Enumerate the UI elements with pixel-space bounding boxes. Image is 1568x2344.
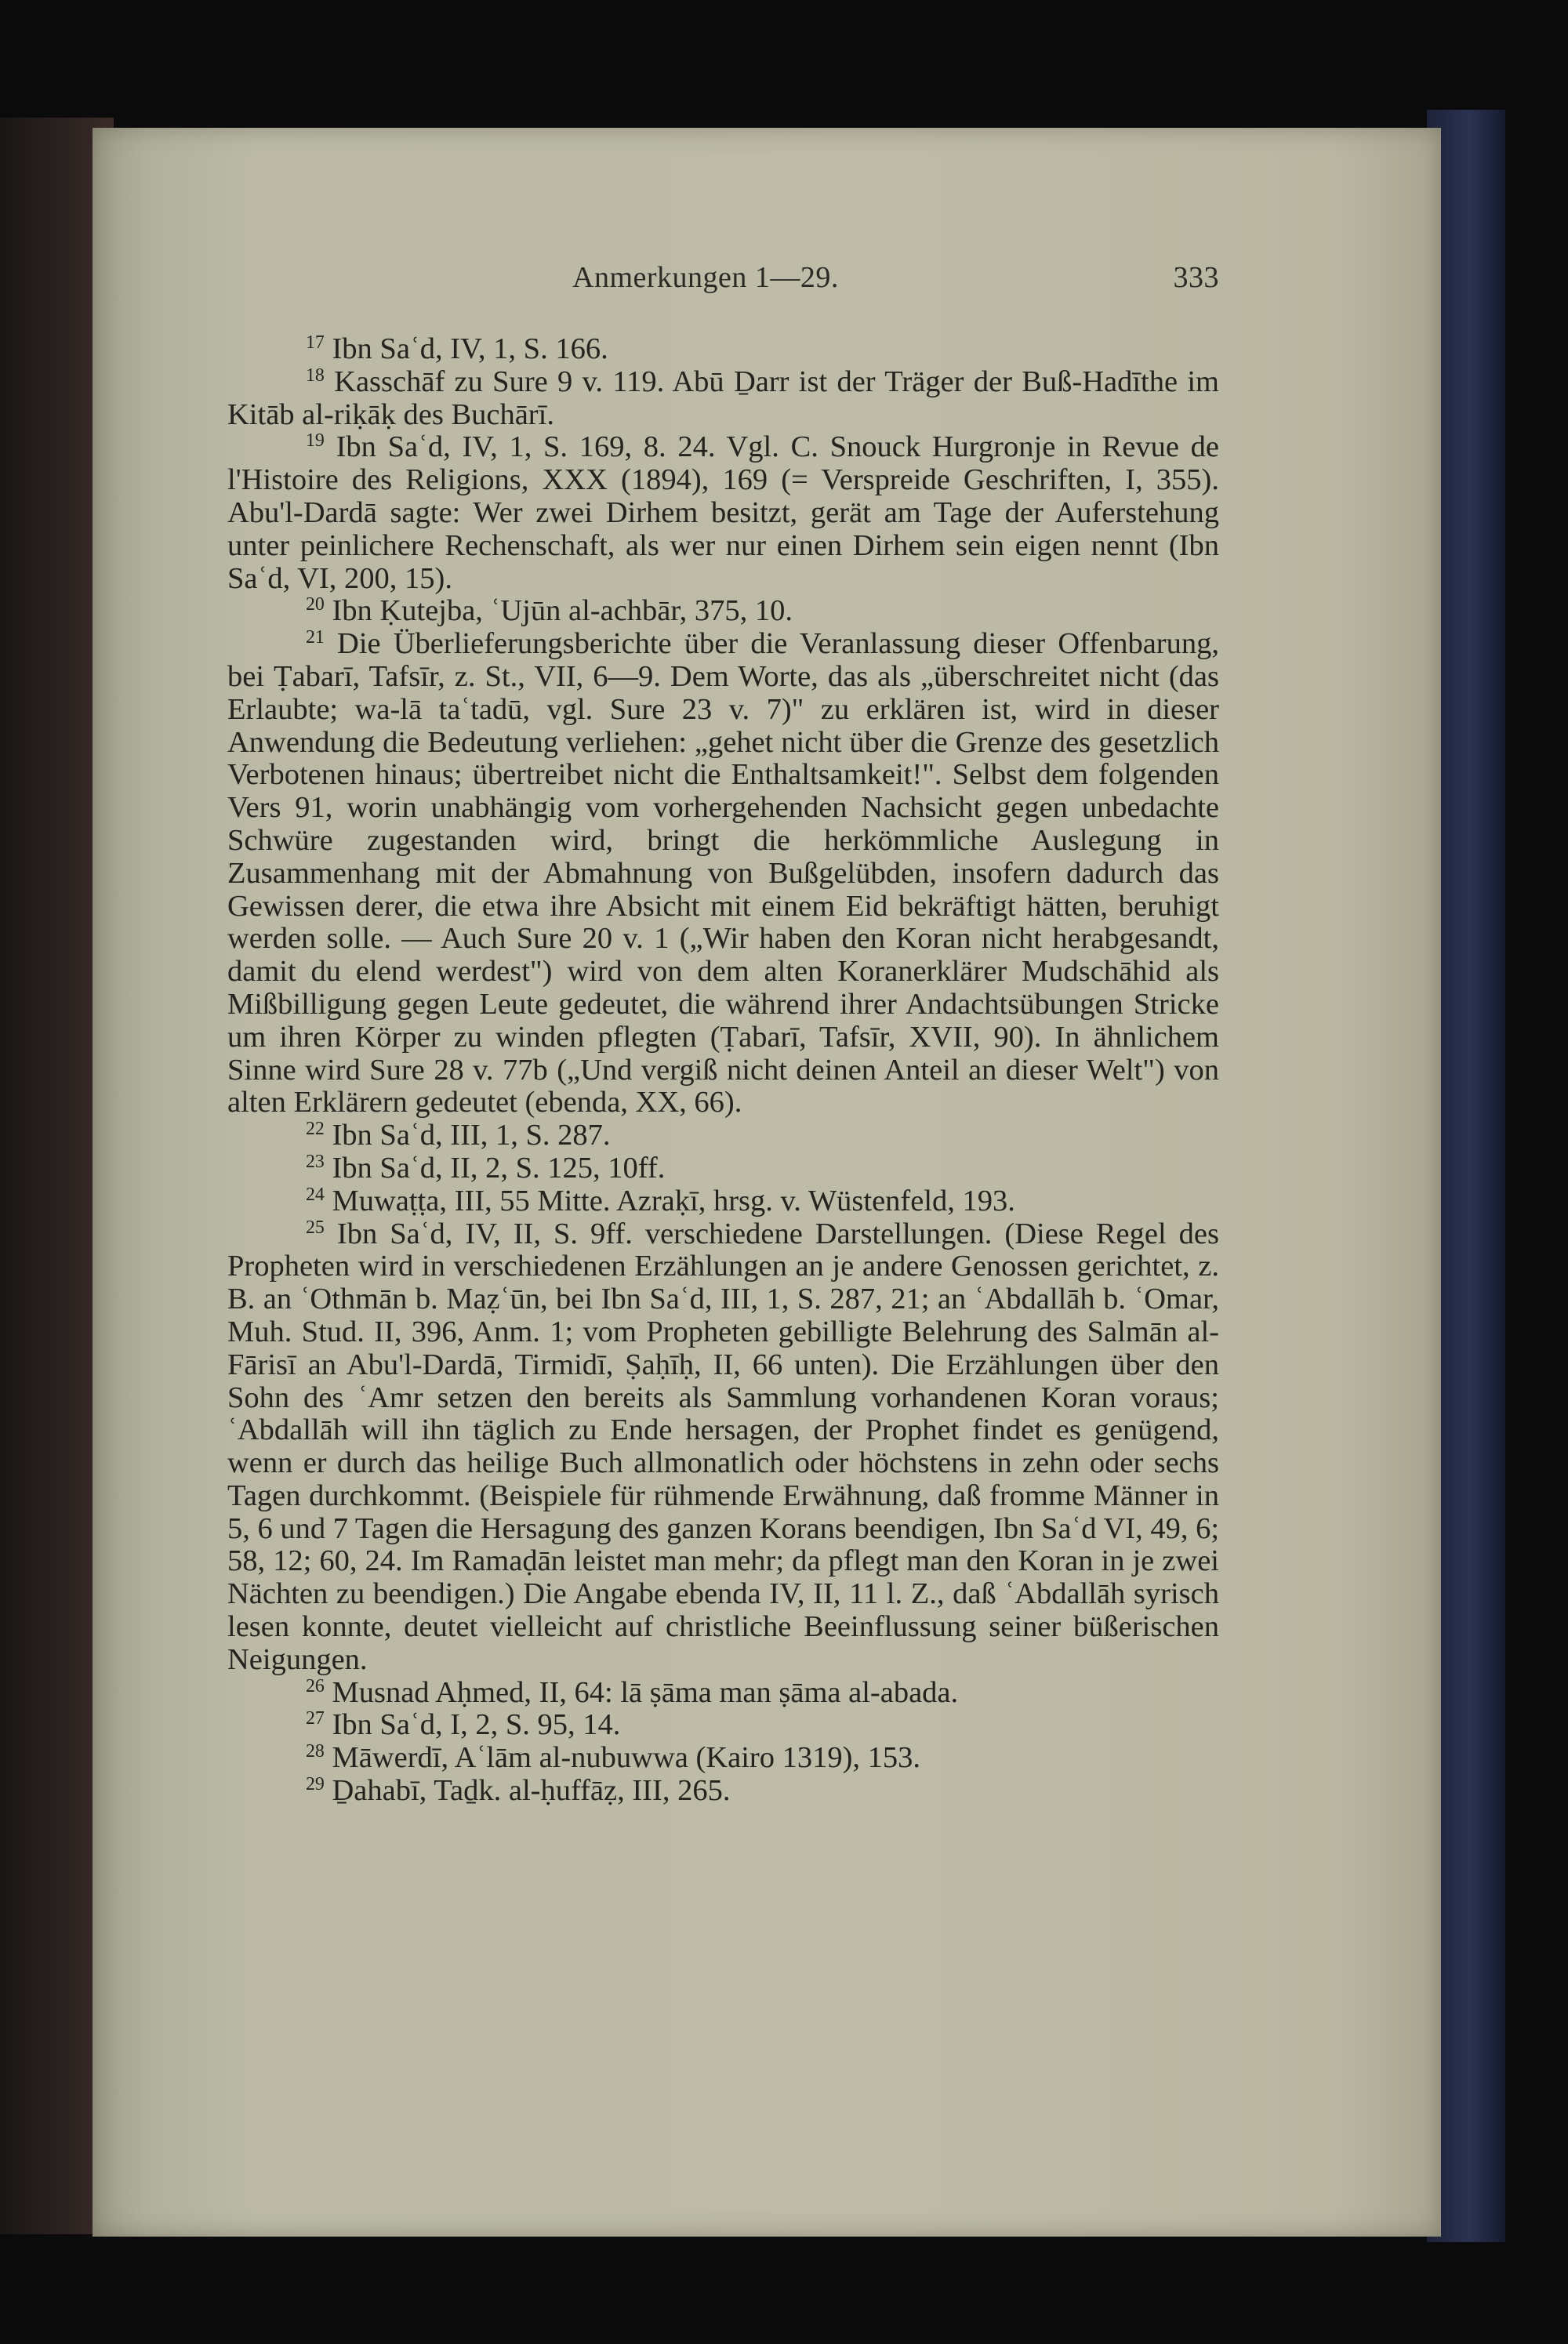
note-number: 28 (306, 1741, 325, 1762)
note-number: 27 (306, 1708, 325, 1729)
note-19 (227, 431, 1219, 595)
note-number: 20 (306, 594, 325, 615)
running-title: Anmerkungen 1—29. (572, 261, 839, 294)
note-text: Musnad Aḥmed, II, 64: lā ṣāma man ṣāma al-abada. (332, 1675, 959, 1709)
note-number: 25 (306, 1217, 325, 1238)
note-text: Ibn Saʿd, IV, II, S. 9ff. verschiedene Darstellungen. (Diese Regel des Propheten wird in verschiedenen Erzählungen an je andere Genossen gerichtet, z. B. an ʿOthmān b. Maẓʿūn, bei Ibn Saʿd, III, 1, S. 287, 21; an ʿAbdallāh b. ʿOmar, Muh. Stud. II, 396, Anm. 1; vom Propheten gebilligte Belehrung des Salmān al-Fārisī an Abu'l-Dardā, Tirmidī, Ṣaḥīḥ, II, 66 unten). Die Erzählungen über den Sohn des ʿAmr setzen den bereits als Sammlung vorhandenen Koran voraus; ʿAbdallāh will ihn täglich zu Ende hersagen, der Prophet findet es genügend, wenn er durch das heilige Buch allmonatlich oder höchstens in zehn oder sechs Tagen durchkommt. (Beispiele für rühmende Erwähnung, daß fromme Männer in 5, 6 und 7 Tagen die Hersagung des ganzen Korans beendigen, Ibn Saʿd VI, 49, 6; 58, 12; 60, 24. Im Ramaḍān leistet man mehr; da pflegt man den Koran in je zwei Nächten zu beendigen.) Die Angabe ebenda IV, II, 11 l. Z., daß ʿAbdallāh syrisch lesen konnte, deutet vielleicht auf christliche Beeinflussung seiner büßerischen Neigungen. (227, 1217, 1220, 1676)
note-number: 17 (306, 332, 325, 353)
note-text: Ibn Ḳutejba, ʿUjūn al-achbār, 375, 10. (332, 594, 793, 628)
note-number: 24 (306, 1184, 325, 1205)
note-number: 29 (306, 1773, 325, 1794)
note-number: 21 (306, 627, 325, 648)
note-number: 19 (306, 430, 325, 452)
note-number: 23 (306, 1151, 325, 1172)
note-text: Muwaṭṭa, III, 55 Mitte. Azraḳī, hrsg. v. Wüstenfeld, 193. (332, 1184, 1015, 1217)
note-18 (227, 366, 1219, 432)
endnotes (227, 333, 1219, 1808)
note-text: Kasschāf zu Sure 9 v. 119. Abū Ḏarr ist der Träger der Buß-Hadīthe im Kitāb al-riḳāḳ des Buchārī. (227, 365, 1219, 431)
note-text: Ibn Saʿd, IV, 1, S. 166. (332, 332, 608, 365)
running-header (572, 260, 1219, 295)
note-text: Ibn Saʿd, II, 2, S. 125, 10ff. (332, 1151, 666, 1185)
note-23 (227, 1152, 1219, 1185)
note-17 (227, 333, 1219, 366)
note-text: Ibn Saʿd, I, 2, S. 95, 14. (332, 1708, 621, 1742)
note-21 (227, 628, 1219, 1119)
note-26 (227, 1677, 1219, 1710)
note-text: Ḏahabī, Taḏk. al-ḥuffāẓ, III, 265. (332, 1774, 731, 1808)
note-22 (227, 1119, 1219, 1152)
note-27 (227, 1709, 1219, 1742)
note-number: 18 (306, 365, 325, 386)
note-20 (227, 595, 1219, 628)
note-number: 26 (306, 1675, 325, 1696)
note-29 (227, 1775, 1219, 1808)
note-text: Māwerdī, Aʿlām al-nubuwwa (Kairo 1319), 153. (332, 1741, 921, 1775)
note-number: 22 (306, 1119, 325, 1139)
note-28 (227, 1742, 1219, 1775)
note-25 (227, 1218, 1219, 1677)
note-text: Ibn Saʿd, IV, 1, S. 169, 8. 24. Vgl. C. Snouck Hurgronje in Revue de l'Histoire des Religions, XXX (1894), 169 (= Verspreide Geschriften, I, 355). Abu'l-Dardā sagte: Wer zwei Dirhem besitzt, gerät am Tage der Auferstehung unter peinlichere Rechenschaft, als wer nur einen Dirhem sein eigen nennt (Ibn Saʿd, VI, 200, 15). (227, 430, 1220, 595)
note-24 (227, 1185, 1219, 1218)
note-text: Ibn Saʿd, III, 1, S. 287. (332, 1119, 611, 1152)
page-number: 333 (1173, 261, 1219, 294)
note-text: Die Überlieferungsberichte über die Veranlassung dieser Offenbarung, bei Ṭabarī, Tafsīr, z. St., VII, 6—9. Dem Worte, das als „überschreitet nicht (das Erlaubte; wa-lā taʿtadū, vgl. Sure 23 v. 7)" zu erklären ist, wird in dieser Anwendung die Bedeutung verliehen: „gehet nicht über die Grenze des gesetzlich Verbotenen hinaus; übertreibet nicht die Enthaltsamkeit!". Selbst dem folgenden Vers 91, worin unabhängig vom vorhergehenden Nachsicht gegen unbedachte Schwüre zugestanden wird, bringt die herkömmliche Auslegung in Zusammenhang mit der Abmahnung von Bußgelübden, insofern dadurch das Gewissen derer, die etwa ihre Absicht mit einem Eid bekräftigt hätten, beruhigt werden solle. — Auch Sure 20 v. 1 („Wir haben den Koran nicht herabgesandt, damit du elend werdest") wird von dem alten Koranerklärer Mudschāhid als Mißbilligung gegen Leute gedeutet, die während ihrer Andachtsübungen Stricke um ihren Körper zu winden pflegten (Ṭabarī, Tafsīr, XVII, 90). In ähnlichem Sinne wird Sure 28 v. 77b („Und vergiß nicht deinen Anteil an dieser Welt") von alten Erklärern gedeutet (ebenda, XX, 66). (227, 627, 1219, 1119)
